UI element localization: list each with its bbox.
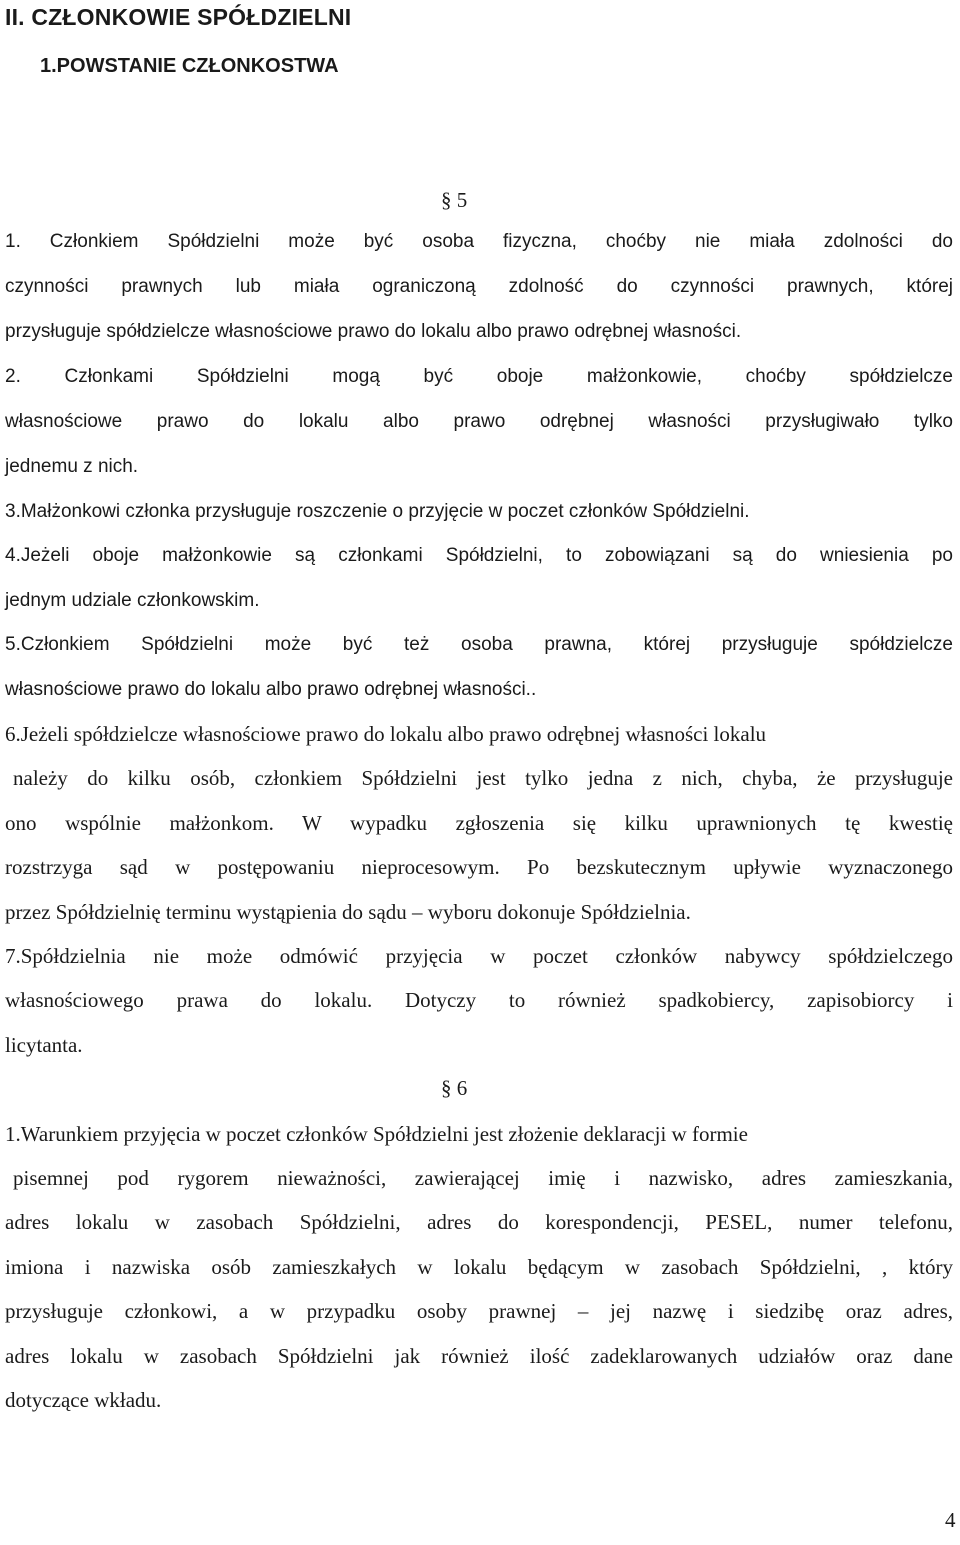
- text-line: ono wspólnie małżonkom. W wypadku zgłoszenia się kilku uprawnionych tę kwestię: [5, 811, 953, 835]
- text-line: własnościowe prawo do lokalu albo prawo odrębnej własności przysługiwało tylko: [5, 411, 953, 432]
- page-number: 4: [945, 1508, 956, 1532]
- text-line: 4.Jeżeli oboje małżonkowie są członkami Spółdzielni, to zobowiązani są do wniesienia po: [5, 545, 953, 566]
- text-line: 6.Jeżeli spółdzielcze własnościowe prawo do lokalu albo prawo odrębnej własności lokalu: [5, 722, 767, 746]
- chapter-heading: II. CZŁONKOWIE SPÓŁDZIELNI: [5, 4, 352, 30]
- text-line: własnościowego prawa do lokalu. Dotyczy to również spadkobiercy, zapisobiorcy i: [5, 988, 953, 1012]
- section-sign-icon: §: [441, 188, 452, 212]
- text-line: adres lokalu w zasobach Spółdzielni jak również ilość zadeklarowanych udziałów oraz dane: [5, 1344, 953, 1368]
- text-line: jednemu z nich.: [5, 456, 139, 477]
- text-line: przez Spółdzielnię terminu wystąpienia do sądu – wyboru dokonuje Spółdzielnia.: [5, 900, 691, 924]
- text-line: 7.Spółdzielnia nie może odmówić przyjęcia w poczet członków nabywcy spółdzielczego: [5, 944, 953, 968]
- text-line: własnościowe prawo do lokalu albo prawo odrębnej własności..: [5, 679, 537, 700]
- text-line: czynności prawnych lub miała ograniczoną zdolność do czynności prawnych, której: [5, 276, 953, 297]
- text-line: należy do kilku osób, członkiem Spółdzielni jest tylko jedna z nich, chyba, że przysługuje: [13, 766, 953, 790]
- text-line: imiona i nazwiska osób zamieszkałych w lokalu będącym w zasobach Spółdzielni, , który: [5, 1255, 953, 1279]
- text-line: 1.Warunkiem przyjęcia w poczet członków Spółdzielni jest złożenie deklaracji w formie: [5, 1122, 748, 1146]
- text-line: przysługuje spółdzielcze własnościowe prawo do lokalu albo prawo odrębnej własności.: [5, 321, 742, 342]
- text-line: 1. Członkiem Spółdzielni może być osoba fizyczna, choćby nie miała zdolności do: [5, 231, 953, 252]
- text-line: jednym udziale członkowskim.: [5, 590, 260, 611]
- text-line: przysługuje członkowi, a w przypadku osoby prawnej – jej nazwę i siedzibę oraz adres,: [5, 1299, 953, 1323]
- text-line: pisemnej pod rygorem nieważności, zawierającej imię i nazwisko, adres zamieszkania,: [13, 1166, 953, 1190]
- section-number: 5: [456, 188, 468, 212]
- section-heading: 1.POWSTANIE CZŁONKOSTWA: [40, 55, 339, 77]
- text-line: 3.Małżonkowi członka przysługuje roszczenie o przyjęcie w poczet członków Spółdzielni.: [5, 501, 750, 522]
- text-line: dotyczące wkładu.: [5, 1388, 162, 1412]
- text-line: 2. Członkami Spółdzielni mogą być oboje małżonkowie, choćby spółdzielcze: [5, 366, 953, 387]
- section-mark-6: [441, 1076, 467, 1101]
- section-mark-5: [441, 188, 467, 213]
- text-line: adres lokalu w zasobach Spółdzielni, adres do korespondencji, PESEL, numer telefonu,: [5, 1210, 953, 1234]
- text-line: licytanta.: [5, 1033, 83, 1057]
- text-line: 5.Członkiem Spółdzielni może być też osoba prawna, której przysługuje spółdzielcze: [5, 634, 953, 655]
- section-sign-icon: §: [441, 1076, 452, 1100]
- section-number: 6: [456, 1076, 468, 1100]
- text-line: rozstrzyga sąd w postępowaniu nieprocesowym. Po bezskutecznym upływie wyznaczonego: [5, 855, 953, 879]
